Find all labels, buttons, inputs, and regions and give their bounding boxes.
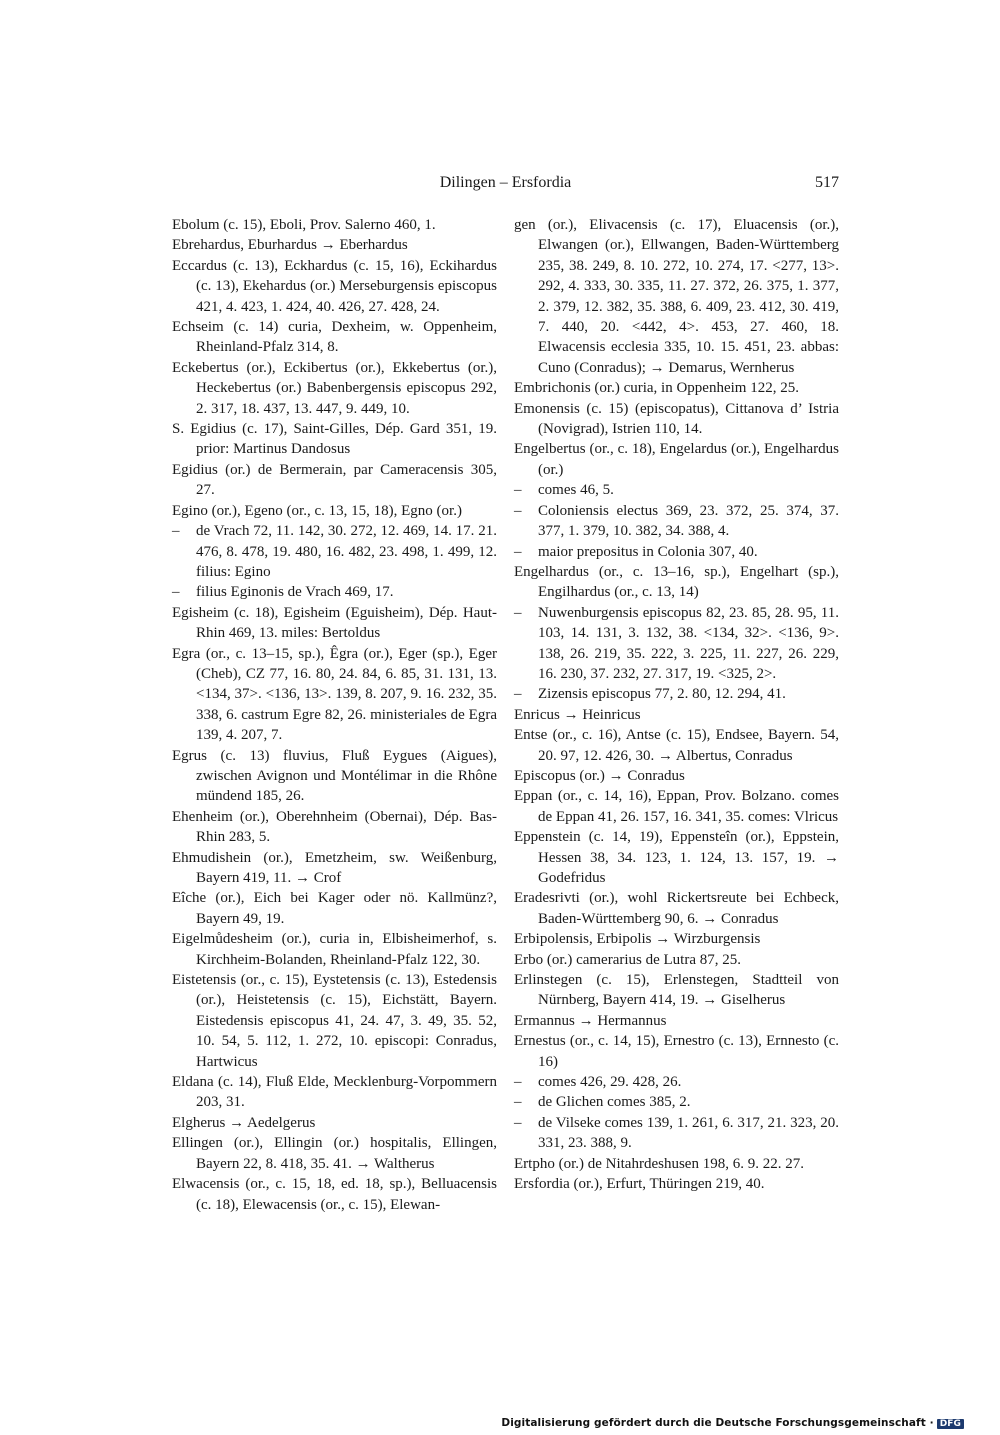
entry-text: gen (or.), Elivacensis (c. 17), Eluacensis (or.), Elwangen (or.), Ellwangen, Baden-Württemberg 235, 38. 249, 8. 10. 272, 10. 274, 17. <277, 13>. 292, 4. 333, 30. 335, 11. 27. 372, 26. 375, 1. 377, 2. 379, 12. 382, 35. 388, 6. 409, 23. 412, 30. 419, 7. 440, 20. <442, 4>. 453, 27. 460, 18. Elwacensis ecclesia 335, 10. 15. 451, 23. abbas: Cuno (Conradus); → Demarus, Wernherus (514, 217, 839, 376)
entry-text: Ertpho (or.) de Nitahrdeshusen 198, 6. 9. 22. 27. (514, 1155, 804, 1172)
index-entry (514, 378, 839, 398)
entry-text: Egisheim (c. 18), Egisheim (Eguisheim), Dép. Haut-Rhin 469, 13. miles: Bertoldus (172, 604, 497, 642)
entry-text: Ehmudishein (or.), Emetzheim, sw. Weißenburg, Bayern 419, 11. → Crof (172, 849, 497, 886)
index-subentry (514, 480, 839, 500)
entry-text: Eradesrivti (or.), wohl Rickertsreute bei Echbeck, Baden-Württemberg 90, 6. → Conradus (514, 890, 839, 927)
index-subentry (514, 1072, 839, 1092)
entry-text: Ermannus → Hermannus (514, 1012, 667, 1029)
entry-text: Entse (or., c. 16), Antse (c. 15), Endsee, Bayern. 54, 20. 97, 12. 426, 30. → Albertus, Conradus (514, 727, 839, 764)
index-entry (514, 1031, 839, 1072)
entry-text: Egino (or.), Egeno (or., c. 13, 15, 18), Egno (or.) (172, 502, 462, 519)
index-subentry (514, 1113, 839, 1154)
index-entry (514, 1154, 839, 1174)
index-column-right (514, 215, 839, 1195)
index-subentry (172, 582, 497, 602)
index-subentry (514, 603, 839, 685)
index-entry (172, 501, 497, 521)
entry-text: Egidius (or.) de Bermerain, par Cameracensis 305, 27. (172, 461, 497, 499)
entry-text: comes 46, 5. (538, 482, 614, 499)
subentry-dash: – (514, 1074, 522, 1091)
subentry-dash: – (514, 1094, 522, 1111)
index-entry (172, 970, 497, 1072)
index-entry (514, 725, 839, 766)
entry-text: Nuwenburgensis episcopus 82, 23. 85, 28. 95, 11. 103, 14. 131, 3. 132, 38. <134, 32>. <136, 9>. 138, 26. 219, 35. 222, 3. 225, 11. 227, 26. 229, 16. 230, 37. 232, 27. 317, 19. <325, 2>. (538, 604, 839, 682)
entry-text: Erbipolensis, Erbipolis → Wirzburgensis (514, 931, 761, 948)
entry-text: Ersfordia (or.), Erfurt, Thüringen 219, 40. (514, 1176, 765, 1193)
funding-footer (501, 1417, 964, 1429)
subentry-dash: – (172, 584, 180, 601)
entry-text: Zizensis episcopus 77, 2. 80, 12. 294, 41. (538, 686, 786, 703)
page-title: Dilingen – Ersfordia (439, 174, 572, 191)
index-entry (514, 888, 839, 929)
index-subentry (514, 501, 839, 542)
subentry-dash: – (514, 686, 522, 703)
entry-text: Ernestus (or., c. 14, 15), Ernestro (c. 13), Ernnesto (c. 16) (514, 1033, 839, 1070)
entry-text: Eîche (or.), Eich bei Kager oder nö. Kallmünz?, Bayern 49, 19. (172, 890, 497, 927)
entry-text: Eldana (c. 14), Fluß Elde, Mecklenburg-Vorpommern 203, 31. (172, 1074, 497, 1111)
index-entry (172, 1133, 497, 1174)
subentry-dash: – (514, 604, 522, 621)
entry-text: Eistetensis (or., c. 15), Eystetensis (c. 13), Estedensis (or.), Heistetensis (c. 15), Eichstätt, Bayern. Eistedensis episcopus 41, 24. 47, 3. 49, 35. 52, 10. 54, 5. 112, 1. 272, 10. episcopi: Conradus, Hartwicus (172, 972, 497, 1070)
index-entry (172, 215, 497, 235)
entry-text: Coloniensis electus 369, 23. 372, 25. 374, 37. 377, 1. 379, 10. 382, 34. 388, 4. (538, 502, 839, 540)
subentry-dash: – (172, 523, 180, 540)
entry-text: Emonensis (c. 15) (episcopatus), Cittanova d’ Istria (Novigrad), Istrien 110, 14. (514, 400, 839, 438)
index-entry (172, 746, 497, 807)
index-subentry (172, 521, 497, 582)
index-column-left (172, 215, 497, 1215)
entry-text: Enricus → Heinricus (514, 706, 641, 723)
entry-text: Ehenheim (or.), Oberehnheim (Obernai), Dép. Bas-Rhin 283, 5. (172, 808, 497, 846)
entry-text: Elgherus → Aedelgerus (172, 1114, 316, 1131)
index-subentry (514, 684, 839, 704)
index-entry (172, 317, 497, 358)
index-entry (172, 235, 497, 255)
index-entry (514, 950, 839, 970)
index-entry (514, 1174, 839, 1194)
index-entry (172, 1113, 497, 1133)
entry-text: Ebrehardus, Eburhardus → Eberhardus (172, 237, 408, 254)
index-entry (172, 460, 497, 501)
entry-text: de Vrach 72, 11. 142, 30. 272, 12. 469, 14. 17. 21. 476, 8. 478, 19. 480, 16. 482, 23. 498, 1. 499, 12. filius: Egino (196, 523, 497, 580)
entry-text: Engelhardus (or., c. 13–16, sp.), Engelhart (sp.), Engilhardus (or., c. 13, 14) (514, 563, 839, 601)
page-number: 517 (815, 174, 839, 191)
index-subentry (514, 542, 839, 562)
entry-text: de Vilseke comes 139, 1. 261, 6. 317, 21. 323, 20. 331, 23. 388, 9. (538, 1114, 839, 1152)
entry-text: Engelbertus (or., c. 18), Engelardus (or.), Engelhardus (or.) (514, 441, 839, 478)
index-entry (514, 439, 839, 480)
entry-text: Eigelmůdesheim (or.), curia in, Elbisheimerhof, s. Kirchheim-Bolanden, Rheinland-Pfalz 122, 30. (172, 931, 497, 968)
index-entry (514, 1011, 839, 1031)
entry-text: Echseim (c. 14) curia, Dexheim, w. Oppenheim, Rheinland-Pfalz 314, 8. (172, 319, 497, 356)
entry-text: Egrus (c. 13) fluvius, Fluß Eygues (Aigues), zwischen Avignon und Montélimar in die Rhône mündend 185, 26. (172, 747, 497, 805)
entry-text: Erlinstegen (c. 15), Erlenstegen, Stadtteil von Nürnberg, Bayern 414, 19. → Giselherus (514, 972, 839, 1009)
subentry-dash: – (514, 1114, 522, 1131)
index-entry (514, 827, 839, 888)
entry-text: filius Eginonis de Vrach 469, 17. (196, 584, 394, 601)
index-entry (172, 603, 497, 644)
index-entry (172, 644, 497, 746)
index-entry (172, 929, 497, 970)
entry-text: Episcopus (or.) → Conradus (514, 767, 685, 784)
index-entry (172, 1174, 497, 1215)
index-entry (172, 848, 497, 889)
entry-text: Egra (or., c. 13–15, sp.), Êgra (or.), Eger (sp.), Eger (Cheb), CZ 77, 16. 80, 24. 84, 6. 85, 31. 131, 13. <134, 37>. <136, 13>. 139, 8. 207, 9. 16. 232, 35. 338, 6. castrum Egre 82, 26. ministeriales de Egra 139, 4. 207, 7. (172, 645, 497, 744)
index-entry (172, 807, 497, 848)
index-entry (514, 766, 839, 786)
index-entry (514, 786, 839, 827)
index-entry (172, 256, 497, 317)
index-entry (514, 215, 839, 378)
subentry-dash: – (514, 482, 522, 499)
entry-text: maior prepositus in Colonia 307, 40. (538, 543, 758, 560)
entry-text: de Glichen comes 385, 2. (538, 1094, 691, 1111)
entry-text: comes 426, 29. 428, 26. (538, 1074, 682, 1091)
entry-text: Erbo (or.) camerarius de Lutra 87, 25. (514, 951, 741, 968)
subentry-dash: – (514, 502, 522, 519)
dfg-logo: DFG (937, 1419, 964, 1429)
index-subentry (514, 1092, 839, 1112)
index-entry (514, 562, 839, 603)
index-entry (172, 1072, 497, 1113)
funding-note: Digitalisierung gefördert durch die Deutsche Forschungsgemeinschaft · (501, 1417, 934, 1429)
index-entry (172, 419, 497, 460)
index-entry (172, 358, 497, 419)
entry-text: Ellingen (or.), Ellingin (or.) hospitalis, Ellingen, Bayern 22, 8. 418, 35. 41. → Waltherus (172, 1135, 497, 1172)
entry-text: Eppan (or., c. 14, 16), Eppan, Prov. Bolzano. comes de Eppan 41, 26. 157, 16. 341, 35. comes: Vlricus (514, 788, 839, 825)
index-entry (514, 399, 839, 440)
entry-text: Eppenstein (c. 14, 19), Eppensteîn (or.), Eppstein, Hessen 38, 34. 123, 1. 124, 13. 157, 19. → Godefridus (514, 829, 839, 886)
entry-text: Ebolum (c. 15), Eboli, Prov. Salerno 460, 1. (172, 217, 436, 233)
index-entry (172, 888, 497, 929)
entry-text: S. Egidius (c. 17), Saint-Gilles, Dép. Gard 351, 19. prior: Martinus Dandosus (172, 421, 497, 458)
entry-text: Elwacensis (or., c. 15, 18, ed. 18, sp.), Belluacensis (c. 18), Elewacensis (or., c. 15), Elewan- (172, 1176, 497, 1213)
index-entry (514, 970, 839, 1011)
index-entry (514, 705, 839, 725)
entry-text: Eccardus (c. 13), Eckhardus (c. 15, 16), Eckihardus (c. 13), Ekehardus (or.) Merseburgensis episcopus 421, 4. 423, 1. 424, 40. 426, 27. 428, 24. (172, 257, 497, 315)
entry-text: Embrichonis (or.) curia, in Oppenheim 122, 25. (514, 380, 799, 397)
subentry-dash: – (514, 543, 522, 560)
index-entry (514, 929, 839, 949)
entry-text: Eckebertus (or.), Eckibertus (or.), Ekkebertus (or.), Heckebertus (or.) Babenbergensis episcopus 292, 2. 317, 18. 437, 13. 447, 9. 449, 10. (172, 359, 497, 417)
